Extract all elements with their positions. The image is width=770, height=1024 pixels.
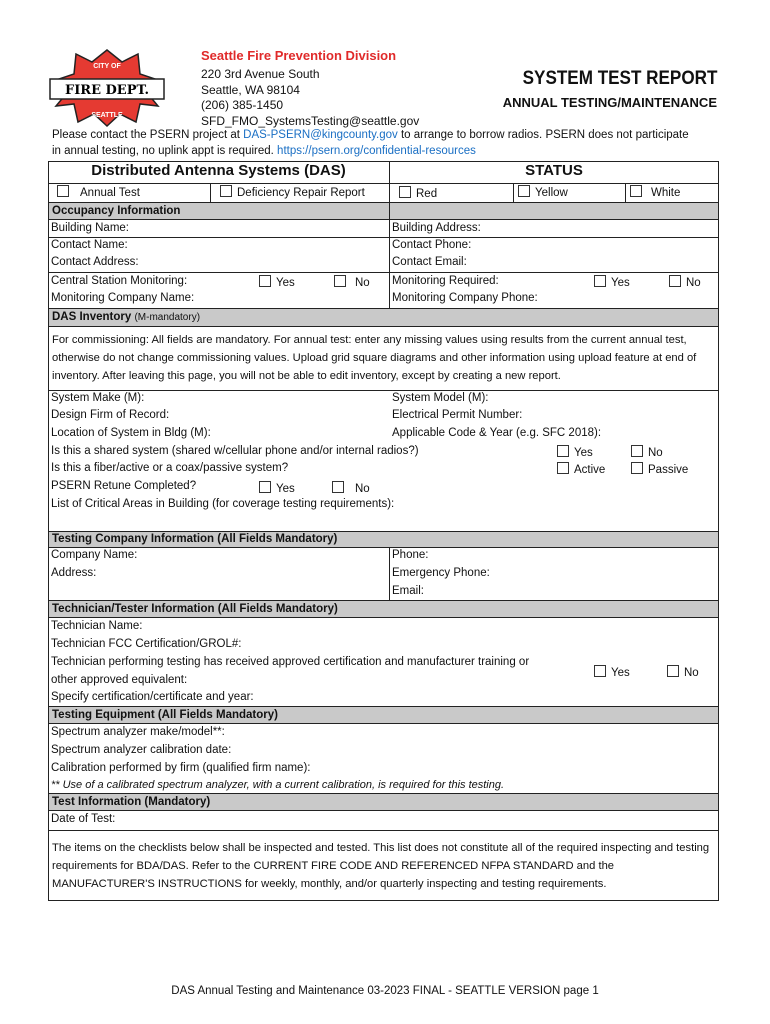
specify-certification-field[interactable]: Specify certification/certificate and year:	[51, 691, 254, 703]
retune-no-checkbox[interactable]: No	[332, 481, 370, 495]
analyzer-model-field[interactable]: Spectrum analyzer make/model**:	[51, 726, 225, 738]
psern-notice-line1: Please contact the PSERN project at DAS-PSERN@kingcounty.gov to arrange to borrow radios. PSERN does not participate	[52, 129, 689, 141]
certification-yes-checkbox[interactable]: Yes	[594, 665, 630, 679]
certification-no-checkbox[interactable]: No	[667, 665, 699, 679]
central-no-checkbox[interactable]: No	[334, 275, 370, 289]
monitoring-phone-field[interactable]: Monitoring Company Phone:	[392, 292, 538, 304]
critical-areas-field[interactable]: List of Critical Areas in Building (for coverage testing requirements):	[51, 498, 395, 510]
address-line-1: 220 3rd Avenue South	[201, 67, 320, 81]
system-make-field[interactable]: System Make (M):	[51, 392, 145, 404]
date-of-test-field[interactable]: Date of Test:	[51, 813, 116, 825]
testing-equipment-header: Testing Equipment (All Fields Mandatory)	[49, 707, 718, 723]
building-address-field[interactable]: Building Address:	[392, 222, 481, 234]
report-title: SYSTEM TEST REPORT	[522, 68, 717, 89]
certification-question-line2: other approved equivalent:	[51, 674, 188, 686]
phone: (206) 385-1450	[201, 98, 284, 112]
shared-no-checkbox[interactable]: No	[631, 445, 663, 459]
analyzer-note: ** Use of a calibrated spectrum analyzer, with a current calibration, is required for this testing.	[51, 779, 505, 791]
technician-name-field[interactable]: Technician Name:	[51, 620, 143, 632]
fcc-certification-field[interactable]: Technician FCC Certification/GROL#:	[51, 638, 242, 650]
das-title: Distributed Antenna Systems (DAS)	[91, 162, 346, 179]
svg-text:CITY OF: CITY OF	[93, 63, 121, 70]
report-subtitle: ANNUAL TESTING/MAINTENANCE	[502, 95, 717, 110]
testing-company-header: Testing Company Information (All Fields Mandatory)	[49, 532, 718, 547]
company-address-field[interactable]: Address:	[51, 567, 97, 579]
location-field[interactable]: Location of System in Bldg (M):	[51, 427, 211, 439]
psern-notice-line2: in annual testing, no uplink appt is required. https://psern.org/confidential-resources	[52, 145, 476, 157]
status-red-checkbox[interactable]: Red	[399, 186, 437, 200]
contact-email: SFD_FMO_SystemsTesting@seattle.gov	[201, 114, 420, 128]
company-phone-field[interactable]: Phone:	[392, 549, 429, 561]
deficiency-repair-checkbox[interactable]: Deficiency Repair Report	[220, 185, 365, 199]
monitoring-company-field[interactable]: Monitoring Company Name:	[51, 292, 195, 304]
design-firm-field[interactable]: Design Firm of Record:	[51, 409, 170, 421]
status-white-checkbox[interactable]: White	[630, 185, 680, 199]
fiber-coax-label: Is this a fiber/active or a coax/passive system?	[51, 462, 289, 474]
org-name: Seattle Fire Prevention Division	[201, 48, 397, 63]
status-yellow-checkbox[interactable]: Yellow	[518, 185, 568, 199]
calibration-firm-field[interactable]: Calibration performed by firm (qualified firm name):	[51, 762, 311, 774]
monitoring-yes-checkbox[interactable]: Yes	[594, 275, 630, 289]
shared-yes-checkbox[interactable]: Yes	[557, 445, 593, 459]
contact-email-field[interactable]: Contact Email:	[392, 256, 467, 268]
company-email-field[interactable]: Email:	[392, 585, 424, 597]
company-name-field[interactable]: Company Name:	[51, 549, 138, 561]
permit-number-field[interactable]: Electrical Permit Number:	[392, 409, 523, 421]
contact-address-field[interactable]: Contact Address:	[51, 256, 139, 268]
address-line-2: Seattle, WA 98104	[201, 83, 300, 97]
certification-question-line1: Technician performing testing has received approved certification and manufacturer training or	[51, 656, 530, 668]
svg-text:SEATTLE: SEATTLE	[91, 112, 123, 119]
svg-text:FIRE DEPT.: FIRE DEPT.	[64, 83, 150, 98]
psern-url-link[interactable]: https://psern.org/confidential-resources	[277, 145, 476, 157]
occupancy-header: Occupancy Information	[49, 203, 718, 219]
contact-phone-field[interactable]: Contact Phone:	[392, 239, 472, 251]
emergency-phone-field[interactable]: Emergency Phone:	[392, 567, 490, 579]
fire-dept-logo	[48, 44, 166, 128]
monitoring-no-checkbox[interactable]: No	[669, 275, 701, 289]
status-title: STATUS	[525, 162, 583, 179]
applicable-code-field[interactable]: Applicable Code & Year (e.g. SFC 2018):	[392, 427, 602, 439]
checklist-instructions: The items on the checklists below shall be inspected and tested. This list does not constitute all of the required inspecting and testing requirements for BDA/DAS. Refer to the CURRENT FIRE CODE AND REFERENCED NFPA STANDARD and the MANUFACTURER'S INSTRUCTIONS for weekly, monthly, and/or quarterly inspecting and testing requirements.	[52, 842, 710, 890]
active-checkbox[interactable]: Active	[557, 462, 605, 476]
technician-header: Technician/Tester Information (All Fields Mandatory)	[49, 601, 718, 617]
passive-checkbox[interactable]: Passive	[631, 462, 688, 476]
inventory-instructions: For commissioning: All fields are mandatory. For annual test: enter any missing values using results from the current annual test, otherwise do not change commissioning values. Upload grid square diagrams and other information using upload feature at end of inventory. After leaving this page, you will not be able to edit inventory, except by creating a new report.	[52, 334, 697, 382]
central-station-label: Central Station Monitoring:	[51, 275, 188, 287]
das-inventory-header: DAS Inventory (M-mandatory)	[49, 309, 718, 326]
calibration-date-field[interactable]: Spectrum analyzer calibration date:	[51, 744, 232, 756]
central-yes-checkbox[interactable]: Yes	[259, 275, 295, 289]
monitoring-required-label: Monitoring Required:	[392, 275, 499, 287]
retune-yes-checkbox[interactable]: Yes	[259, 481, 295, 495]
psern-retune-label: PSERN Retune Completed?	[51, 480, 197, 492]
test-information-header: Test Information (Mandatory)	[49, 794, 718, 810]
contact-name-field[interactable]: Contact Name:	[51, 239, 128, 251]
building-name-field[interactable]: Building Name:	[51, 222, 129, 234]
system-model-field[interactable]: System Model (M):	[392, 392, 489, 404]
annual-test-checkbox[interactable]: Annual Test	[57, 185, 140, 199]
psern-email-link[interactable]: DAS-PSERN@kingcounty.gov	[243, 129, 398, 141]
shared-system-label: Is this a shared system (shared w/cellular phone and/or internal radios?)	[51, 445, 419, 457]
page-footer: DAS Annual Testing and Maintenance 03-2023 FINAL - SEATTLE VERSION page 1	[171, 985, 599, 997]
